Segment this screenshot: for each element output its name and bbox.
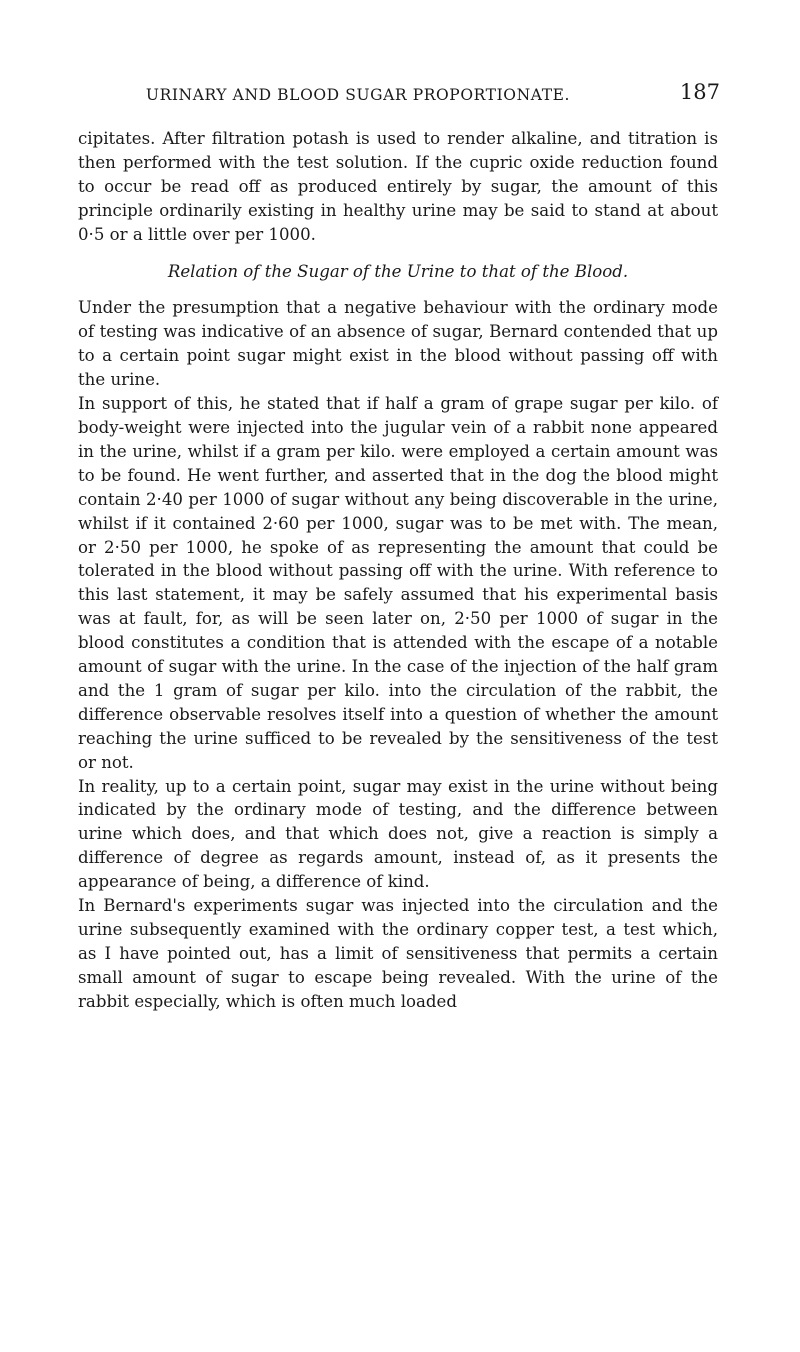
paragraph-1: cipitates. After filtration potash is used to render alkaline, and titration is then performed with the test solution. If the cupric oxide reduction found to occur be read off as produced entirely by sugar, the amount of this principle ordinarily existing in healthy urine may be said to stand at about 0·5 or a little over per 1000. [78, 129, 718, 244]
paragraph-5: In Bernard's experiments sugar was injected into the circulation and the urine subsequently examined with the ordinary copper test, a test which, as I have pointed out, has a limit of sensitiveness that permits a certain small amount of sugar to escape being revealed. With the urine of the rabbit especially, which is often much loaded [78, 896, 718, 1011]
page-number: 187 [679, 80, 720, 104]
paragraph-4: In reality, up to a certain point, sugar may exist in the urine without being indicated by the ordinary mode of testing, and the difference between urine which does, and that which does not, give a reaction is simply a difference of degree as regards amount, instead of, as it presents the appearance of being, a difference of kind. [78, 776, 718, 892]
body-text [78, 127, 718, 1014]
section-heading: Relation of the Sugar of the Urine to that of the Blood. [167, 261, 629, 281]
paragraph-2: Under the presumption that a negative behaviour with the ordinary mode of testing was indicative of an absence of sugar, Bernard contended that up to a certain point sugar might exist in the blood without passing off with the urine. [78, 298, 718, 390]
running-title: URINARY AND BLOOD SUGAR PROPORTIONATE. [145, 86, 571, 104]
paragraph-3: In support of this, he stated that if half a gram of grape sugar per kilo. of body-weight were injected into the jugular vein of a rabbit none appeared in the urine, whilst if a gram per kilo. were employed a certain amount was to be found. He went further, and asserted that in the dog the blood might contain 2·40 per 1000 of sugar without any being discoverable in the urine, whilst if it contained 2·60 per 1000, sugar was to be met with. The mean, or 2·50 per 1000, he spoke of as representing the amount that could be tolerated in the blood without passing off with the urine. With reference to this last statement, it may be safely assumed that his experimental basis was at fault, for, as will be seen later on, 2·50 per 1000 of sugar in the blood constitutes a condition that is attended with the escape of a notable amount of sugar with the urine. In the case of the injection of the half gram and the 1 gram of sugar per kilo. into the circulation of the rabbit, the difference observable resolves itself into a question of whether the amount reaching the urine sufficed to be revealed by the sensitiveness of the test or not. [78, 394, 718, 772]
book-page [78, 0, 720, 1011]
running-head [78, 0, 720, 104]
